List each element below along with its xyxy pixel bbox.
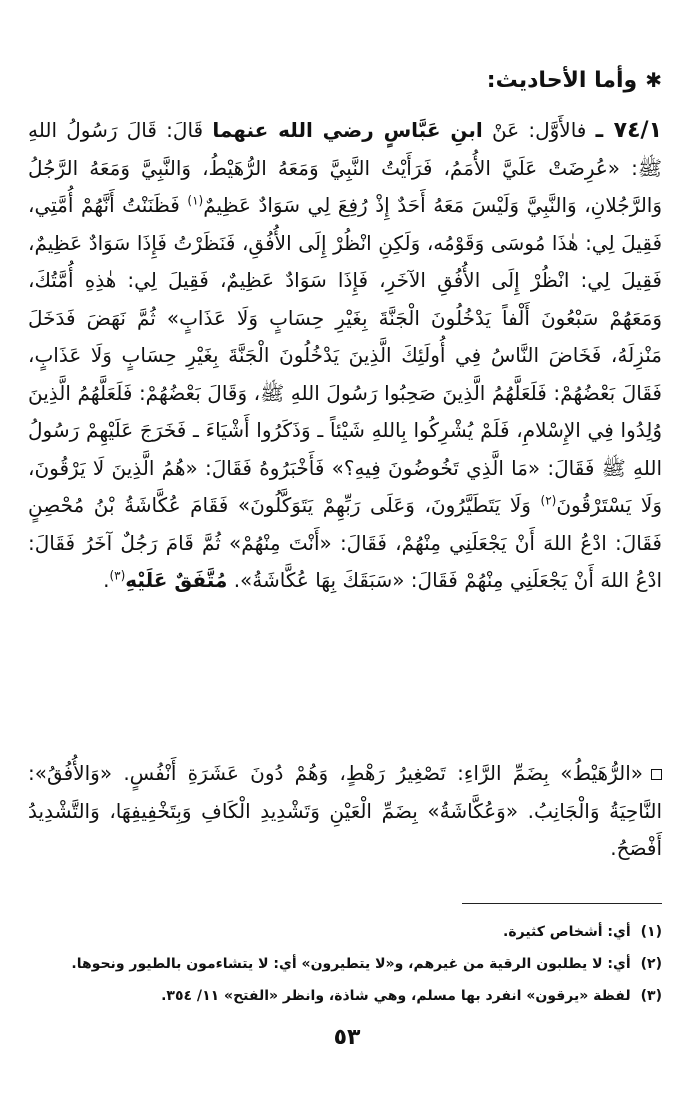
hadith-end-mark: . (103, 568, 110, 592)
square-bullet-icon (651, 769, 662, 780)
footnotes (28, 916, 662, 1012)
footnote-3 (28, 980, 662, 1012)
glossary-paragraph (28, 755, 662, 868)
footnote-number: (٣) (640, 988, 662, 1004)
hadith-text-part-1: «عُرِضَتْ عَلَيَّ الأُمَمُ، فَرَأَيْتُ النَّبِيَّ وَمَعَهُ الرُّهَيْطُ، وَالنَّبِيَّ وَمَعَهُ الرَّجُلُ وَالرَّجُلانِ، وَالنَّبِيَّ وَلَيْسَ مَعَهُ أَحَدٌ إِذْ رُفِعَ لِي سَوَادٌ عَظِيمٌ (28, 155, 662, 217)
footnote-text: أي: أشخاص كثيرة. (503, 924, 631, 940)
hadith-narrator: ابنِ عَبَّاسٍ رضي الله عنهما (212, 118, 483, 142)
footnote-divider (462, 903, 662, 904)
hadith-said: قَالَ: قَالَ رَسُولُ اللهِ ﷺ: (28, 118, 662, 180)
footnote-ref-2: (٢) (540, 493, 557, 508)
hadith-text-part-3: وَلَا يَتَطَيَّرُونَ، وَعَلَى رَبِّهِمْ يَتَوَكَّلُونَ» فَقَامَ عُكَّاشَةُ بْنُ مُحْصِنٍ فَقَالَ: ادْعُ اللهَ أَنْ يَجْعَلَنِي مِنْهُمْ، فَقَالَ: «أَنْتَ مِنْهُمْ» ثُمَّ قَامَ رَجُلٌ آخَرُ فَقَالَ: ادْعُ اللهَ أَنْ يَجْعَلَنِي مِنْهُمْ فَقَالَ: «سَبَقَكَ بِهَا عُكَّاشَةُ». (28, 493, 662, 592)
footnote-2 (28, 948, 662, 980)
page-number: ٥٣ (333, 1025, 361, 1050)
footnote-ref-3: (٣) (109, 568, 126, 583)
hadith-text-part-2: فَظَنَنْتُ أَنَّهُمْ أُمَّتِي، فَقِيلَ لِي: هٰذَا مُوسَى وَقَوْمُه، وَلَكِنِ انْظُرْ إِلَى الأُفُقِ، فَنَظَرْتُ فَإِذَا سَوَادٌ عَظِيمٌ، فَقِيلَ لِي: انْظُرْ إِلَى الأُفُقِ الآخَرِ، فَإِذَا سَوَادٌ عَظِيمٌ، فَقِيلَ لِي: هٰذِهِ أُمَّتُكَ، وَمَعَهُمْ سَبْعُونَ أَلْفاً يَدْخُلُونَ الْجَنَّةَ بِغَيْرِ حِسَابٍ وَلَا عَذَابٍ» ثُمَّ نَهَضَ فَدَخَلَ مَنْزِلَهُ، فَخَاضَ النَّاسُ فِي أُولَئِكَ الَّذِينَ يَدْخُلُونَ الْجَنَّةَ بِغَيْرِ حِسَابٍ وَلَا عَذَابٍ، فَقَالَ بَعْضُهُمْ: فَلَعَلَّهُمُ الَّذِينَ صَحِبُوا رَسُولَ اللهِ ﷺ، وَقَالَ بَعْضُهُمْ: فَلَعَلَّهُمُ الَّذِينَ وُلِدُوا فِي الإِسْلامِ، فَلَمْ يُشْرِكُوا بِاللهِ شَيْئاً ـ وَذَكَرُوا أَشْيَاءَ ـ فَخَرَجَ عَلَيْهِمْ رَسُولُ اللهِ ﷺ فَقَالَ: «مَا الَّذِي تَخُوضُونَ فِيهِ؟» فَأَخْبَرُوهُ فَقَالَ: «هُمُ الَّذِينَ لَا يَرْقُونَ، وَلَا يَسْتَرْقُونَ (28, 193, 662, 517)
hadith-number: ٧٤/١ ـ (595, 118, 662, 143)
section-heading-text: وأما الأحاديث: (486, 68, 638, 93)
glossary-text: «الرُّهَيْطُ» بِضَمِّ الرَّاءِ: تَصْغِيرُ رَهْطٍ، وَهُمْ دُونَ عَشَرَةِ أَنْفُسٍ. «وَالأُفُقُ»: النَّاحِيَةُ وَالْجَانِبُ. «وَعُكَّاشَةُ» بِضَمِّ الْعَيْنِ وَتَشْدِيدِ الْكَافِ وَبِتَخْفِيفِهَا، وَالتَّشْدِيدُ أَفْصَحُ. (28, 761, 662, 860)
section-heading (32, 66, 662, 95)
hadith-agreed: مُتَّفَقٌ عَلَيْهِ (125, 568, 228, 592)
footnote-ref-1: (١) (187, 193, 204, 208)
footnote-text: أي: لا يطلبون الرقية من غيرهم، و«لا يتطيرون» أي: لا يتشاءمون بالطيور ونحوها. (71, 956, 631, 972)
hadith-paragraph (28, 112, 662, 600)
footnote-text: لفظة «يرقون» انفرد بها مسلم، وهي شاذة، وانظر «الفتح» ١١/ ٣٥٤. (161, 988, 631, 1004)
hadith-intro: فالأَوَّل: عَنْ (491, 118, 587, 142)
footnote-number: (١) (640, 924, 662, 940)
footnote-number: (٢) (640, 956, 662, 972)
star-icon: ✱ (645, 68, 662, 92)
footnote-1 (28, 916, 662, 948)
